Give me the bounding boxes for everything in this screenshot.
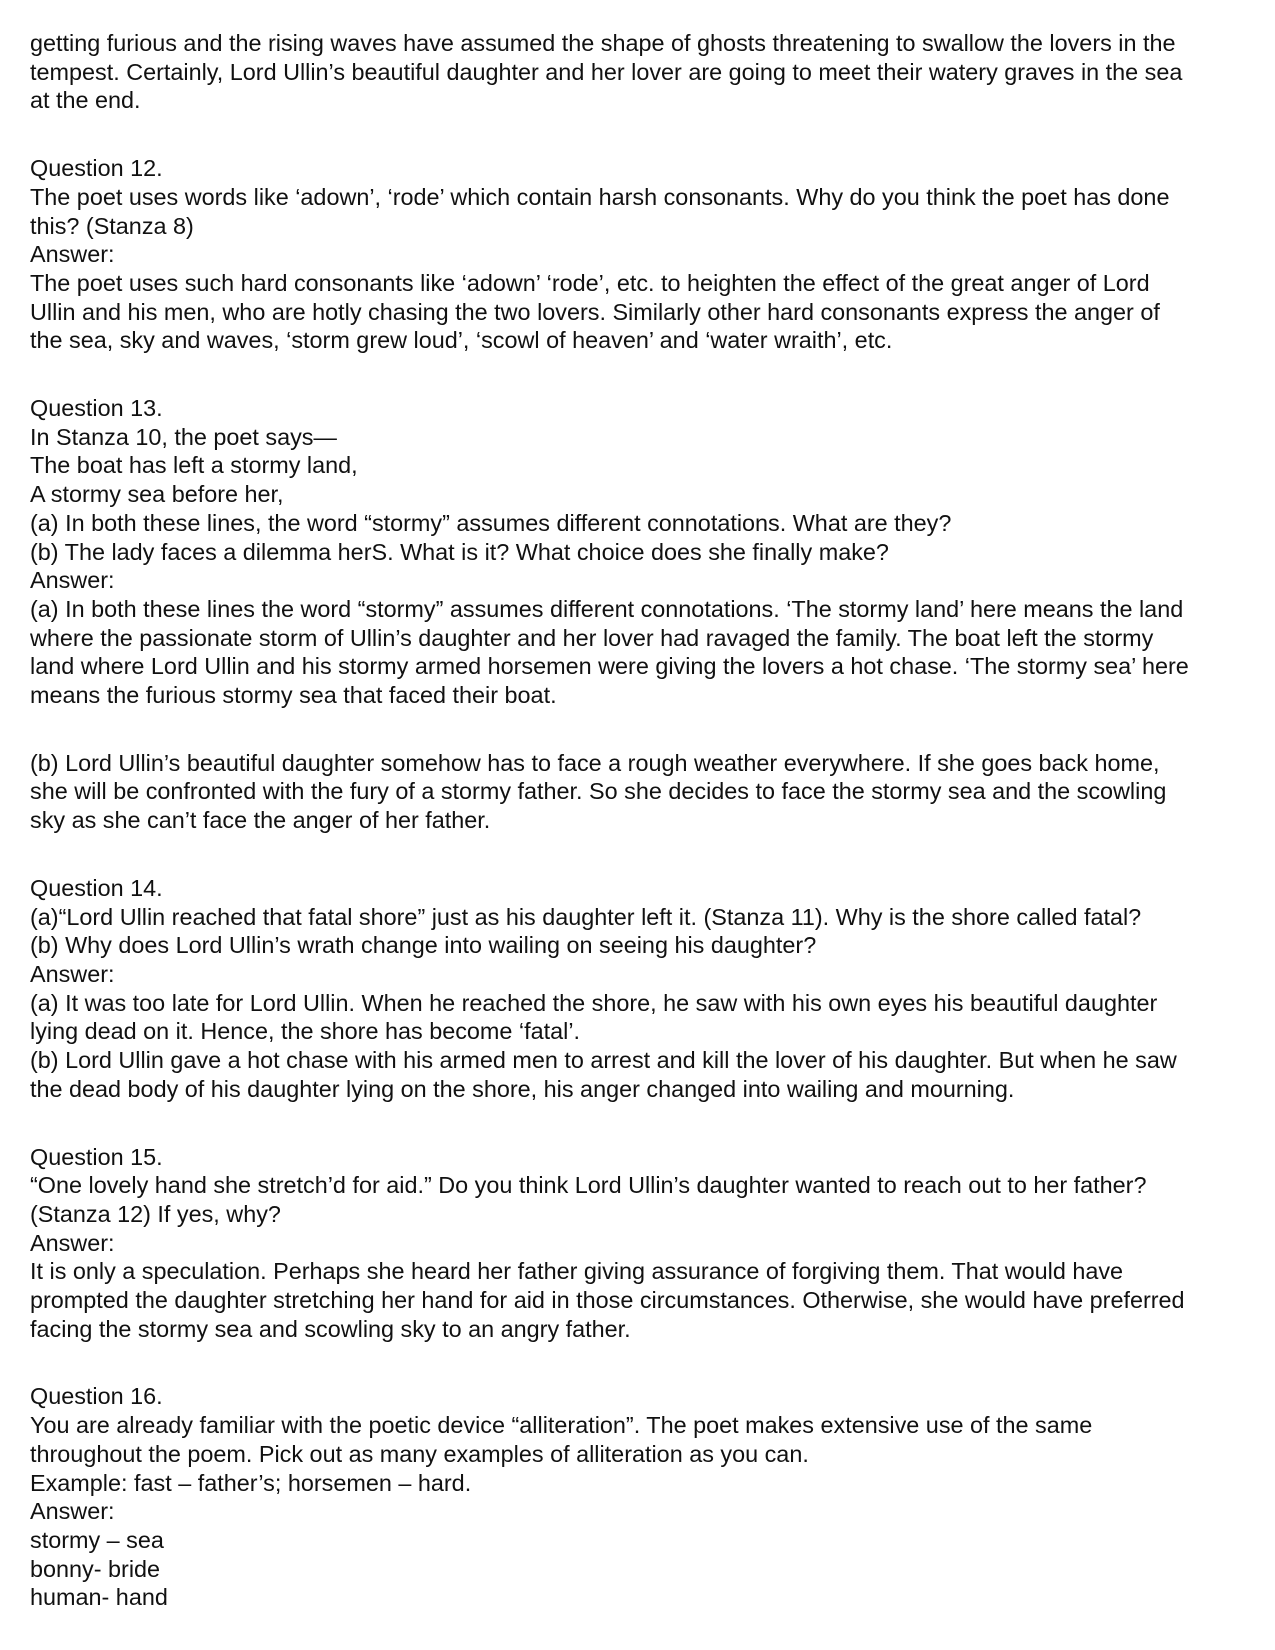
question-15 [30, 1143, 1265, 1344]
question-heading: Question 12. [30, 155, 163, 182]
question-line: (a) In both these lines, the word “stormy” assumes different connotations. What are they? [30, 509, 952, 536]
question-line: (b) Why does Lord Ullin’s wrath change into wailing on seeing his daughter? [30, 932, 817, 959]
answer-label: Answer: [30, 567, 115, 594]
answer-line: where the passionate storm of Ullin’s daughter and her lover had ravaged the family. The boat left the stormy [30, 624, 1154, 651]
question-line: this? (Stanza 8) [30, 212, 194, 239]
answer-line: land where Lord Ullin and his stormy armed horsemen were giving the lovers a hot chase. ‘The stormy sea’ here [30, 653, 1189, 680]
question-line: You are already familiar with the poetic device “alliteration”. The poet makes extensive use of the same [30, 1412, 1093, 1439]
text-line: getting furious and the rising waves have assumed the shape of ghosts threatening to swallow the lovers in the [30, 30, 1176, 56]
question-line: The boat has left a stormy land, [30, 452, 358, 479]
answer-line: (b) Lord Ullin gave a hot chase with his armed men to arrest and kill the lover of his daughter. But when he saw [30, 1047, 1177, 1074]
answer-line: (a) It was too late for Lord Ullin. When he reached the shore, he saw with his own eyes his beautiful daughter [30, 989, 1158, 1016]
question-heading: Question 14. [30, 874, 163, 901]
answer-line: prompted the daughter stretching her hand for aid in those circumstances. Otherwise, she would have preferred [30, 1287, 1185, 1314]
question-heading: Question 16. [30, 1383, 163, 1410]
answer-line: (a) In both these lines the word “stormy” assumes different connotations. ‘The stormy land’ here means the land [30, 595, 1184, 622]
answer-label: Answer: [30, 1498, 115, 1525]
question-line: A stormy sea before her, [30, 481, 284, 508]
answer-line: It is only a speculation. Perhaps she heard her father giving assurance of forgiving them. That would have [30, 1258, 1124, 1285]
question-line: (Stanza 12) If yes, why? [30, 1200, 281, 1227]
question-heading: Question 15. [30, 1143, 163, 1170]
text-line: at the end. [30, 87, 141, 114]
question-13 [30, 394, 1265, 835]
document-page [30, 29, 1265, 1612]
question-line: In Stanza 10, the poet says— [30, 423, 337, 450]
answer-line: lying dead on it. Hence, the shore has become ‘fatal’. [30, 1018, 581, 1045]
question-line: “One lovely hand she stretch’d for aid.” Do you think Lord Ullin’s daughter wanted to reach out to her father? [30, 1172, 1147, 1199]
question-line: (a)“Lord Ullin reached that fatal shore” just as his daughter left it. (Stanza 11). Why is the shore called fatal? [30, 903, 1142, 930]
answer-line: the sea, sky and waves, ‘storm grew loud’, ‘scowl of heaven’ and ‘water wraith’, etc. [30, 327, 893, 354]
answer-label: Answer: [30, 960, 115, 987]
text-line: tempest. Certainly, Lord Ullin’s beautiful daughter and her lover are going to meet their watery graves in the sea [30, 58, 1183, 85]
question-heading: Question 13. [30, 395, 163, 422]
answer-label: Answer: [30, 1229, 115, 1256]
answer-line: The poet uses such hard consonants like ‘adown’ ‘rode’, etc. to heighten the effect of the great anger of Lord [30, 269, 1150, 296]
paragraph-gap [30, 710, 1265, 749]
answer-line: means the furious stormy sea that faced their boat. [30, 682, 557, 709]
question-16 [30, 1382, 1265, 1612]
question-12 [30, 154, 1265, 355]
answer-line: human- hand [30, 1584, 168, 1611]
question-line: Example: fast – father’s; horsemen – hard. [30, 1469, 472, 1496]
answer-line: (b) Lord Ullin’s beautiful daughter somehow has to face a rough weather everywhere. If she goes back home, [30, 749, 1160, 776]
answer-line: the dead body of his daughter lying on the shore, his anger changed into wailing and mourning. [30, 1075, 1015, 1102]
question-line: (b) The lady faces a dilemma herS. What is it? What choice does she finally make? [30, 538, 889, 565]
answer-line: facing the stormy sea and scowling sky to an angry father. [30, 1315, 631, 1342]
question-line: throughout the poem. Pick out as many examples of alliteration as you can. [30, 1440, 809, 1467]
answer-line: sky as she can’t face the anger of her father. [30, 807, 491, 834]
intro-paragraph [30, 29, 1265, 115]
answer-line: she will be confronted with the fury of a stormy father. So she decides to face the stormy sea and the scowling [30, 778, 1167, 805]
answer-label: Answer: [30, 241, 115, 268]
answer-line: bonny- bride [30, 1555, 161, 1582]
question-14 [30, 874, 1265, 1104]
answer-line: Ullin and his men, who are hotly chasing the two lovers. Similarly other hard consonants express the anger of [30, 298, 1160, 325]
answer-line: stormy – sea [30, 1526, 164, 1553]
question-line: The poet uses words like ‘adown’, ‘rode’ which contain harsh consonants. Why do you think the poet has done [30, 183, 1170, 210]
